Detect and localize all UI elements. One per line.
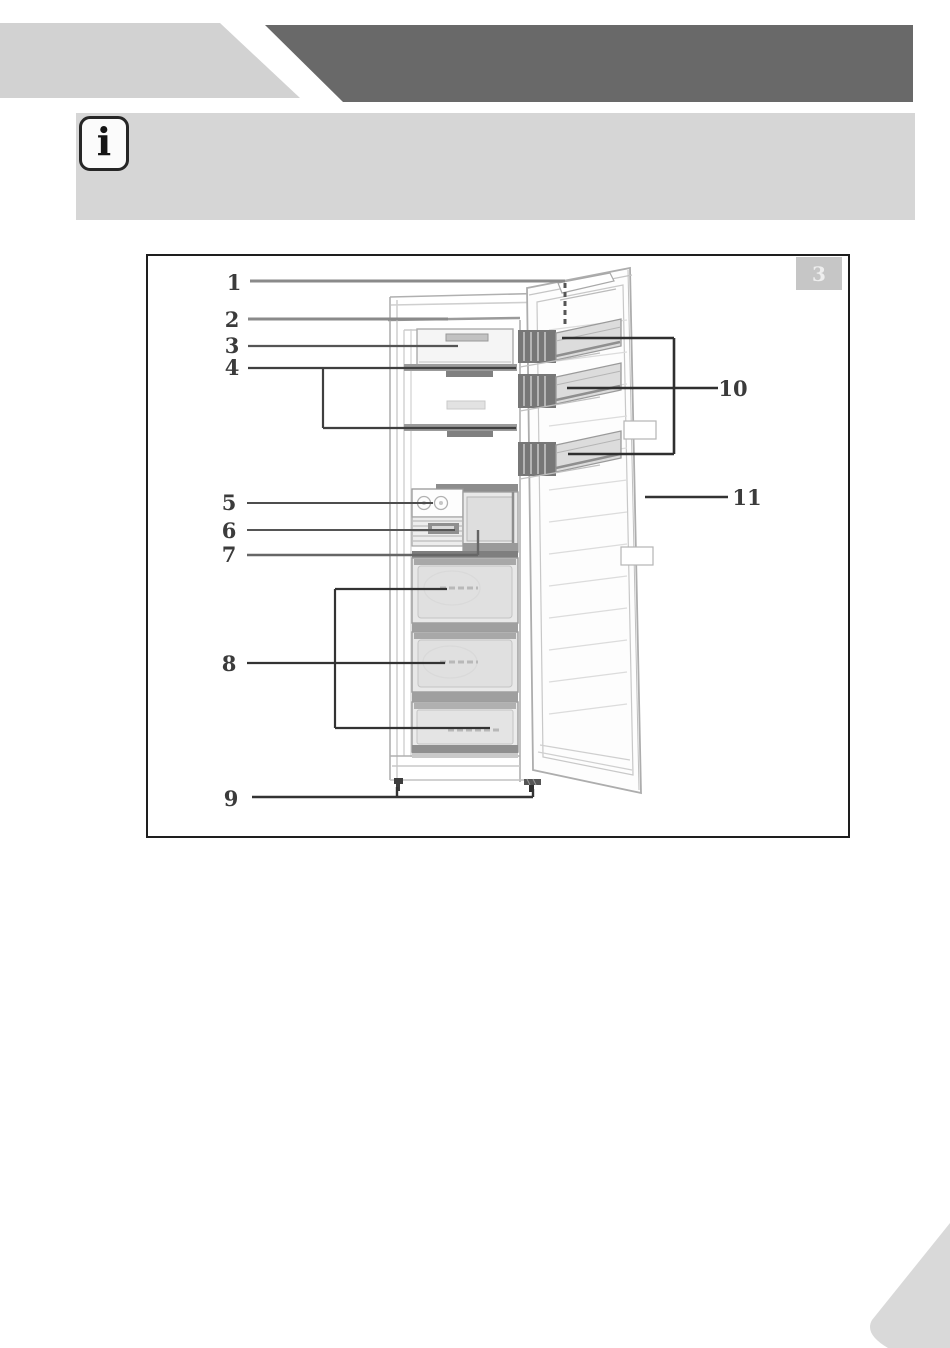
door-handle-recess-upper <box>624 421 656 439</box>
callout-label-4: 4 <box>224 355 240 380</box>
callout-label-2: 2 <box>224 307 240 332</box>
figure-page-badge: 3 <box>796 257 842 290</box>
callout-label-1: 1 <box>226 270 242 295</box>
callout-label-11: 11 <box>732 485 762 510</box>
header-band-light <box>0 23 300 98</box>
appliance-line-art <box>147 255 849 836</box>
mid-modules <box>412 484 518 558</box>
corner-wedge <box>860 1220 950 1348</box>
callout-label-5: 5 <box>221 490 237 515</box>
callout-label-3: 3 <box>224 333 240 358</box>
info-icon: i <box>79 116 129 171</box>
callout-label-6: 6 <box>221 518 237 543</box>
callout-label-9: 9 <box>223 786 239 811</box>
callout-line-9 <box>252 787 533 797</box>
callout-label-7: 7 <box>221 542 237 567</box>
info-note-box <box>76 113 915 220</box>
callout-label-8: 8 <box>221 651 237 676</box>
callout-label-10: 10 <box>718 376 748 401</box>
door-handle-recess-lower <box>621 547 653 565</box>
